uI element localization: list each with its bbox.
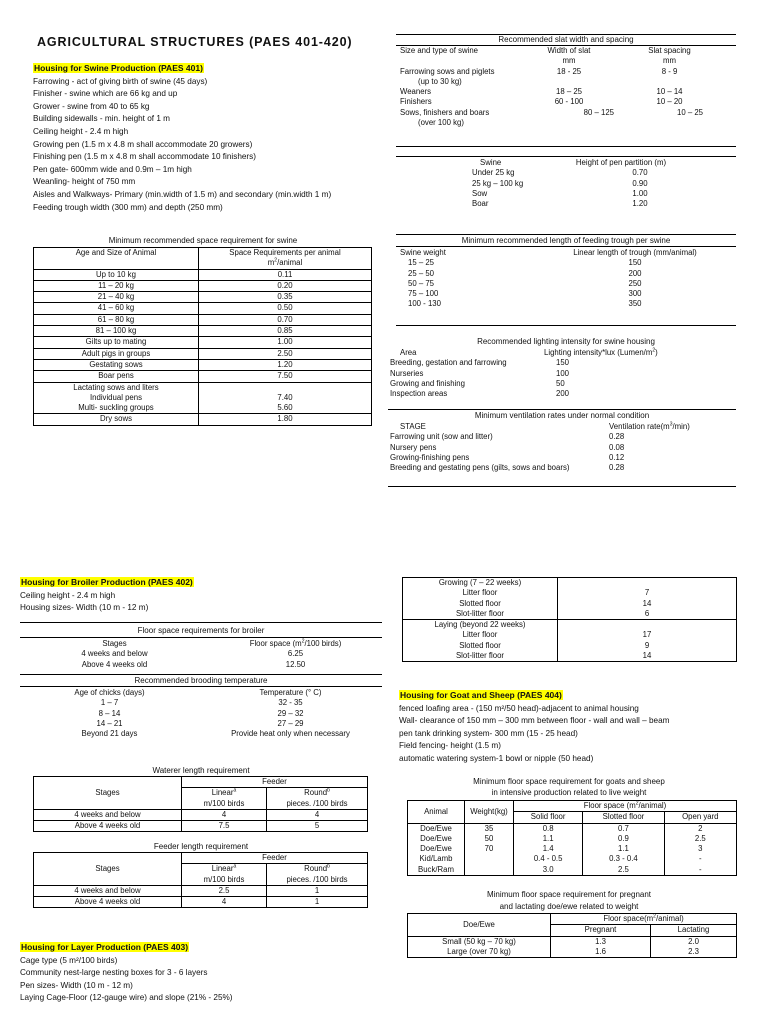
table-cell: Swine weight (400, 248, 446, 257)
table-cell: 1 (267, 885, 368, 896)
table-cell: 4 weeks and below (81, 649, 148, 659)
table-row (388, 358, 678, 368)
table-row (398, 299, 728, 309)
table-row (398, 118, 723, 128)
table-cell: Laying (beyond 22 weeks) Litter floor Slotted floor Slot-litter floor (403, 620, 558, 662)
table-cell: 4 weeks and below (34, 885, 182, 896)
table-cell: Weaners (400, 87, 432, 97)
swine-line: Ceiling height - 2.4 m high (33, 126, 129, 136)
table-cell: 200 (556, 389, 570, 399)
table-row (388, 369, 678, 379)
table-cell: 0.8 (514, 823, 583, 834)
table-cell: Doe/Ewe (408, 823, 465, 834)
swine-space-table (33, 247, 372, 426)
table-row (408, 844, 737, 854)
layer-section (20, 941, 380, 1005)
table-cell (465, 865, 514, 876)
table-cell: Above 4 weeks old (81, 659, 148, 669)
table-cell: 0.90 (632, 178, 648, 188)
table-cell: 0.3 - 0.4 (583, 854, 664, 864)
table-cell: 0.28 (609, 463, 625, 473)
broiler-floor-caption: Floor space requirements for broiler (137, 626, 265, 635)
table-row (388, 389, 678, 399)
table-cell: 7.40 5.60 (199, 382, 372, 414)
swine-line: Building sidewalls - min. height of 1 m (33, 114, 170, 124)
broiler-section (20, 576, 380, 615)
table-cell: 1.20 (632, 199, 648, 209)
table-cell: 18 - 25 (556, 66, 582, 76)
table-cell: 150 (556, 358, 570, 368)
table-cell: Width of slat (547, 46, 591, 55)
table-row (20, 660, 382, 670)
table-cell: 7 14 6 (558, 578, 737, 620)
table-cell (616, 77, 723, 87)
table-cell: 2.3 (651, 947, 737, 958)
table-cell: mm (663, 56, 676, 66)
table-cell: Height of pen partition (m) (575, 158, 667, 167)
table-row (20, 709, 382, 719)
table-cell: Growing (7 – 22 weeks) Litter floor Slotted floor Slot-litter floor (403, 578, 558, 620)
table-cell: 200 (628, 268, 642, 278)
goat-line: automatic watering system-1 bowl or nipple (50 head) (399, 753, 594, 763)
broiler-line: Ceiling height - 2.4 m high (20, 590, 116, 600)
table-cell: Up to 10 kg (34, 269, 199, 280)
table-row (20, 639, 382, 649)
table-cell: 0.11 (199, 269, 372, 280)
table-cell: Large (over 70 kg) (408, 947, 551, 958)
swine-line: Aisles and Walkways- Primary (min.width of 1.5 m) and secondary (min.width 1 m) (33, 189, 332, 199)
table-row (34, 348, 372, 359)
table-cell: 41 – 60 kg (34, 303, 199, 314)
table-cell: 14 – 21 (96, 718, 123, 728)
table-cell: Buck/Ram (408, 865, 465, 876)
table-row (20, 698, 382, 708)
table-cell: 80 – 125 (583, 107, 614, 117)
broiler-heading: Housing for Broiler Production (PAES 402) (21, 577, 193, 587)
table-cell: Beyond 21 days (81, 729, 138, 739)
table-cell: Above 4 weeks old (34, 897, 182, 908)
table-cell: 11 – 20 kg (34, 280, 199, 291)
table-row (398, 97, 723, 107)
feeder-table (33, 852, 368, 908)
table-cell: 75 – 100 (408, 289, 439, 299)
table-row (388, 463, 718, 473)
table-cell: 8 – 14 (98, 708, 121, 718)
table-cell: Gilts up to mating (34, 337, 199, 348)
lighting-caption: Recommended lighting intensity for swine housing (477, 337, 655, 346)
trough-table (398, 248, 728, 310)
table-cell: 27 – 29 (277, 718, 304, 728)
table-cell: 1.6 (551, 947, 651, 958)
table-cell: Age of chicks (days) (74, 688, 145, 697)
table-row (408, 936, 737, 947)
table-cell: 1 (267, 897, 368, 908)
table-cell: 1.1 (514, 834, 583, 844)
table-row (388, 379, 678, 389)
table-cell: 35 (465, 823, 514, 834)
table-cell: 21 – 40 kg (34, 292, 199, 303)
table-cell: Breeding, gestation and farrowing (390, 358, 507, 368)
layer-line: Community nest-large nesting boxes for 3 - 6 layers (20, 968, 208, 978)
table-cell: Lactating sows and liters Individual pens Multi- suckling groups (34, 382, 199, 414)
table-cell: 1.20 (199, 359, 372, 370)
table-row (398, 289, 728, 299)
table-cell (522, 77, 616, 87)
table-cell: Temperature (° C) (259, 688, 322, 697)
table-cell: 1.80 (199, 414, 372, 425)
table-cell: 8 - 9 (661, 66, 678, 76)
table-cell: 250 (628, 278, 642, 288)
table-cell: Farrowing unit (sow and litter) (390, 432, 493, 442)
table-cell: 0.12 (609, 452, 625, 462)
table-row (34, 248, 372, 270)
table-cell: 32 - 35 (278, 698, 303, 708)
table-cell: 50 (465, 834, 514, 844)
table-row (398, 108, 723, 118)
table-row (34, 292, 372, 303)
table-cell: Pregnant (551, 925, 651, 936)
table-cell: Doe/Ewe (408, 844, 465, 854)
table-row (403, 578, 737, 620)
table-cell: Nursery pens (390, 442, 437, 452)
table-cell: Floor $space(m^2/animal)$ (551, 914, 737, 925)
table-row (34, 337, 372, 348)
table-cell: mm (562, 56, 576, 66)
table-cell: 10 – 25 (676, 107, 703, 117)
goat-line: fenced loafing area - (150 m²/50 head)-adjacent to animal housing (399, 703, 639, 713)
table-row (408, 914, 737, 925)
table-cell: Linear$^a$ m/100 birds (182, 788, 267, 810)
table-row (403, 620, 737, 662)
swine-heading: Housing for Swine Production (PAES 401) (34, 63, 203, 73)
table-cell: Boar (472, 199, 489, 209)
table-row (398, 56, 723, 66)
table-cell: Floor space $(m^2/animal)$ (514, 801, 737, 812)
table-cell: Gestating sows (34, 359, 199, 370)
table-cell: Linear$^a$ m/100 birds (182, 864, 267, 886)
table-cell: 1.3 (551, 936, 651, 947)
table-cell: Slotted floor (583, 812, 664, 823)
ventilation-caption: Minimum ventilation rates under normal condition (474, 411, 650, 420)
broiler-floor-table (20, 639, 382, 670)
table-row (398, 258, 728, 268)
table-cell: (up to 30 kg) (418, 76, 462, 86)
table-row (34, 821, 368, 832)
table-row (34, 809, 368, 820)
table-cell: Slat spacing (648, 46, 691, 55)
table-cell: 0.28 (609, 432, 625, 442)
table-cell: 15 – 25 (408, 258, 435, 268)
partition-table (470, 158, 690, 209)
table-cell: Adult pigs in groups (34, 348, 199, 359)
table-cell: Linear length of trough (mm/animal) (573, 248, 697, 257)
table-row (20, 688, 382, 698)
table-cell: Feeder (182, 777, 368, 788)
swine-line: Grower - swine from 40 to 65 kg (33, 101, 150, 111)
table-cell: Doe/Ewe (408, 914, 551, 937)
table-cell: 350 (628, 299, 642, 309)
table-cell: Lactating (651, 925, 737, 936)
table-cell: 4 (182, 809, 267, 820)
table-cell (465, 854, 514, 864)
table-row (470, 158, 690, 168)
table-row (388, 348, 678, 358)
table-row (398, 67, 723, 77)
table-cell: Stages (102, 639, 127, 648)
table-cell: Provide heat only when necessary (231, 729, 350, 739)
table-cell: 4 (182, 897, 267, 908)
table-row (408, 834, 737, 844)
table-row (20, 729, 382, 739)
table-cell: 0.9 (583, 834, 664, 844)
swine-line: Farrowing - act of giving birth of swine (45 days) (33, 76, 208, 86)
table-cell: 7.50 (199, 371, 372, 382)
table-cell: Lighting intensity*lux $(Lumen/m^2)$ (544, 347, 658, 357)
layer-line: Laying Cage-Floor (12-gauge wire) and slope (21% - 25%) (20, 993, 233, 1003)
table-cell: Area (400, 348, 417, 357)
table-cell: 60 - 100 (554, 97, 584, 107)
layer-heading: Housing for Layer Production (PAES 403) (21, 942, 189, 952)
swine-line: Pen gate- 600mm wide and 0.9m – 1m high (33, 164, 192, 174)
table-cell: 7.5 (182, 821, 267, 832)
table-cell: Farrowing sows and piglets (400, 66, 495, 76)
table-cell: 4 (267, 809, 368, 820)
table-cell: Stages (34, 777, 182, 810)
table-row (34, 382, 372, 414)
table-row (388, 443, 718, 453)
goat-section (399, 689, 739, 766)
table-cell: 2 (664, 823, 736, 834)
table-cell: Swine (480, 158, 502, 167)
table-cell: Inspection areas (390, 389, 448, 399)
table-cell: 5 (267, 821, 368, 832)
table-row (408, 865, 737, 876)
table-row (20, 719, 382, 729)
table-row (34, 414, 372, 425)
table-cell: 61 – 80 kg (34, 314, 199, 325)
preg-caption-2: and lactating doe/ewe related to weight (499, 902, 639, 911)
brooding-table (20, 688, 382, 739)
ventilation-table (388, 422, 718, 473)
table-cell: 4 weeks and below (34, 809, 182, 820)
table-cell: 6.25 (287, 649, 304, 659)
table-cell: Growing and finishing (390, 378, 465, 388)
table-cell: 300 (628, 289, 642, 299)
table-row (34, 280, 372, 291)
table-cell: 0.70 (632, 168, 648, 178)
table-row (34, 314, 372, 325)
table-row (34, 853, 368, 864)
table-row (388, 432, 718, 442)
table-row (34, 303, 372, 314)
table-cell: Doe/Ewe (408, 834, 465, 844)
waterer-caption: Waterer length requirement (152, 766, 250, 775)
table-row (398, 269, 728, 279)
table-cell: 150 (628, 258, 642, 268)
table-cell: 2.5 (664, 834, 736, 844)
table-row (470, 199, 690, 209)
table-row (470, 168, 690, 178)
goat-floor-caption-1: Minimum floor space requirement for goats and sheep (473, 777, 665, 786)
table-cell: Sow (472, 188, 488, 198)
table-cell: Sows, finishers and boars (400, 107, 490, 117)
table-cell: 0.4 - 0.5 (514, 854, 583, 864)
table-row (388, 422, 718, 432)
table-cell: Nurseries (390, 368, 424, 378)
slat-caption: Recommended slat width and spacing (498, 35, 634, 44)
table-row (398, 46, 723, 56)
table-cell: Feeder (182, 853, 368, 864)
lighting-table (388, 348, 678, 399)
table-cell: 1.00 (199, 337, 372, 348)
table-cell: Breeding and gestating pens (gilts, sows and boars) (390, 463, 570, 473)
table-cell: Boar pens (34, 371, 199, 382)
table-row (34, 371, 372, 382)
table-cell: - (664, 865, 736, 876)
goat-line: Wall- clearance of 150 mm – 300 mm between floor - wall and wall – beam (399, 716, 670, 726)
table-row (34, 885, 368, 896)
table-row (398, 248, 728, 258)
broiler-line: Housing sizes- Width (10 m - 12 m) (20, 603, 149, 613)
table-cell: Kid/Lamb (408, 854, 465, 864)
swine-line: Feeding trough width (300 mm) and depth (250 mm) (33, 202, 223, 212)
table-cell: Ventilation $rate(m^3/\min)$ (609, 421, 690, 431)
table-cell: 0.50 (199, 303, 372, 314)
table-cell: 12.50 (285, 659, 306, 669)
swine-space-caption: Minimum recommended space requirement for swine (108, 236, 298, 245)
table-cell: Round$^b$ pieces. /100 birds (267, 788, 368, 810)
brooding-caption: Recommended brooding temperature (134, 676, 268, 685)
trough-caption: Minimum recommended length of feeding trough per swine (461, 236, 671, 245)
table-cell: Size and type of swine (400, 46, 479, 55)
table-cell: Finishers (400, 97, 432, 107)
table-cell: STAGE (400, 422, 426, 431)
table-row (408, 947, 737, 958)
table-row (34, 359, 372, 370)
swine-line: Growing pen (1.5 m x 4.8 m shall accommodate 20 growers) (33, 139, 253, 149)
table-cell: 1 – 7 (100, 698, 119, 708)
col-header: Age and Size of Animal (34, 248, 199, 270)
table-cell: 18 – 25 (555, 87, 582, 97)
table-cell: Round$^b$ pieces. /100 birds (267, 864, 368, 886)
slat-table (398, 46, 723, 128)
table-row (34, 777, 368, 788)
table-cell: Open yard (664, 812, 736, 823)
preg-caption-1: Minimum floor space requirement for pregnant (486, 890, 652, 899)
table-cell (522, 118, 616, 128)
table-cell: 29 – 32 (277, 708, 304, 718)
table-cell: 2.5 (583, 865, 664, 876)
preg-table (407, 913, 737, 958)
swine-line: Finishing pen (1.5 m x 4.8 m shall accommodate 10 finishers) (33, 152, 256, 162)
table-row (398, 77, 723, 87)
table-cell: 2.50 (199, 348, 372, 359)
table-cell: 10 – 20 (656, 97, 683, 107)
goat-floor-table (407, 800, 737, 876)
table-row (34, 269, 372, 280)
table-cell: 1.1 (583, 844, 664, 854)
table-cell: 81 – 100 kg (34, 326, 199, 337)
table-row (470, 189, 690, 199)
col-header: Space Requirements per animal $m^2$/animal (199, 248, 372, 270)
table-row (398, 87, 723, 97)
goat-heading: Housing for Goat and Sheep (PAES 404) (400, 690, 562, 700)
table-cell: - (664, 854, 736, 864)
goat-line: pen tank drinking system- 300 mm (15 - 25 head) (399, 728, 578, 738)
table-cell: 100 (556, 368, 570, 378)
table-cell: 0.7 (583, 823, 664, 834)
table-cell: Solid floor (514, 812, 583, 823)
swine-section (33, 62, 378, 214)
table-cell: Growing-finishing pens (390, 452, 470, 462)
goat-line: Field fencing- height (1.5 m) (399, 741, 501, 751)
table-cell: 3 (664, 844, 736, 854)
layer-line: Cage type (5 m²/100 birds) (20, 955, 118, 965)
goat-floor-caption-2: in intensive production related to live weight (491, 788, 647, 797)
table-cell: 3.0 (514, 865, 583, 876)
swine-line: Finisher - swine which are 66 kg and up (33, 89, 178, 99)
waterer-table (33, 776, 368, 832)
table-cell: 100 - 130 (408, 299, 441, 309)
layer-line: Pen sizes- Width (10 m - 12 m) (20, 980, 133, 990)
table-row (34, 326, 372, 337)
table-cell: (over 100 kg) (418, 118, 464, 128)
swine-line: Weanling- height of 750 mm (33, 177, 136, 187)
table-cell: 50 – 75 (408, 278, 435, 288)
table-cell: Floor space ($m^2/100$ birds) (249, 638, 342, 648)
table-row (470, 179, 690, 189)
table-cell: 0.08 (609, 442, 625, 452)
table-row (20, 649, 382, 659)
table-cell: Animal (408, 801, 465, 824)
table-cell: 50 (556, 378, 565, 388)
table-row (408, 801, 737, 812)
table-cell: 25 kg – 100 kg (472, 178, 524, 188)
table-cell: 70 (465, 844, 514, 854)
table-cell: Above 4 weeks old (34, 821, 182, 832)
table-cell: Under 25 kg (472, 168, 515, 178)
table-cell: Small (50 kg – 70 kg) (408, 936, 551, 947)
table-cell: 1.00 (632, 188, 648, 198)
table-row (408, 854, 737, 864)
table-cell: 2.0 (651, 936, 737, 947)
feeder-caption: Feeder length requirement (153, 842, 249, 851)
table-cell: Dry sows (34, 414, 199, 425)
table-row (398, 279, 728, 289)
table-cell: 0.70 (199, 314, 372, 325)
table-cell: 0.35 (199, 292, 372, 303)
table-cell (398, 56, 522, 66)
table-cell: Weight(kg) (465, 801, 514, 824)
table-cell: 17 9 14 (558, 620, 737, 662)
table-row (408, 823, 737, 834)
table-cell (616, 118, 723, 128)
table-cell: Stages (34, 853, 182, 886)
table-cell: 2.5 (182, 885, 267, 896)
table-cell: 0.85 (199, 326, 372, 337)
table-cell: 1.4 (514, 844, 583, 854)
table-cell: 25 – 50 (408, 268, 435, 278)
table-row (34, 897, 368, 908)
table-row (388, 453, 718, 463)
table-cell: 0.20 (199, 280, 372, 291)
page-title: AGRICULTURAL STRUCTURES (PAES 401-420) (37, 35, 353, 49)
table-cell: 10 – 14 (656, 87, 683, 97)
layer-floor-table (402, 577, 737, 662)
